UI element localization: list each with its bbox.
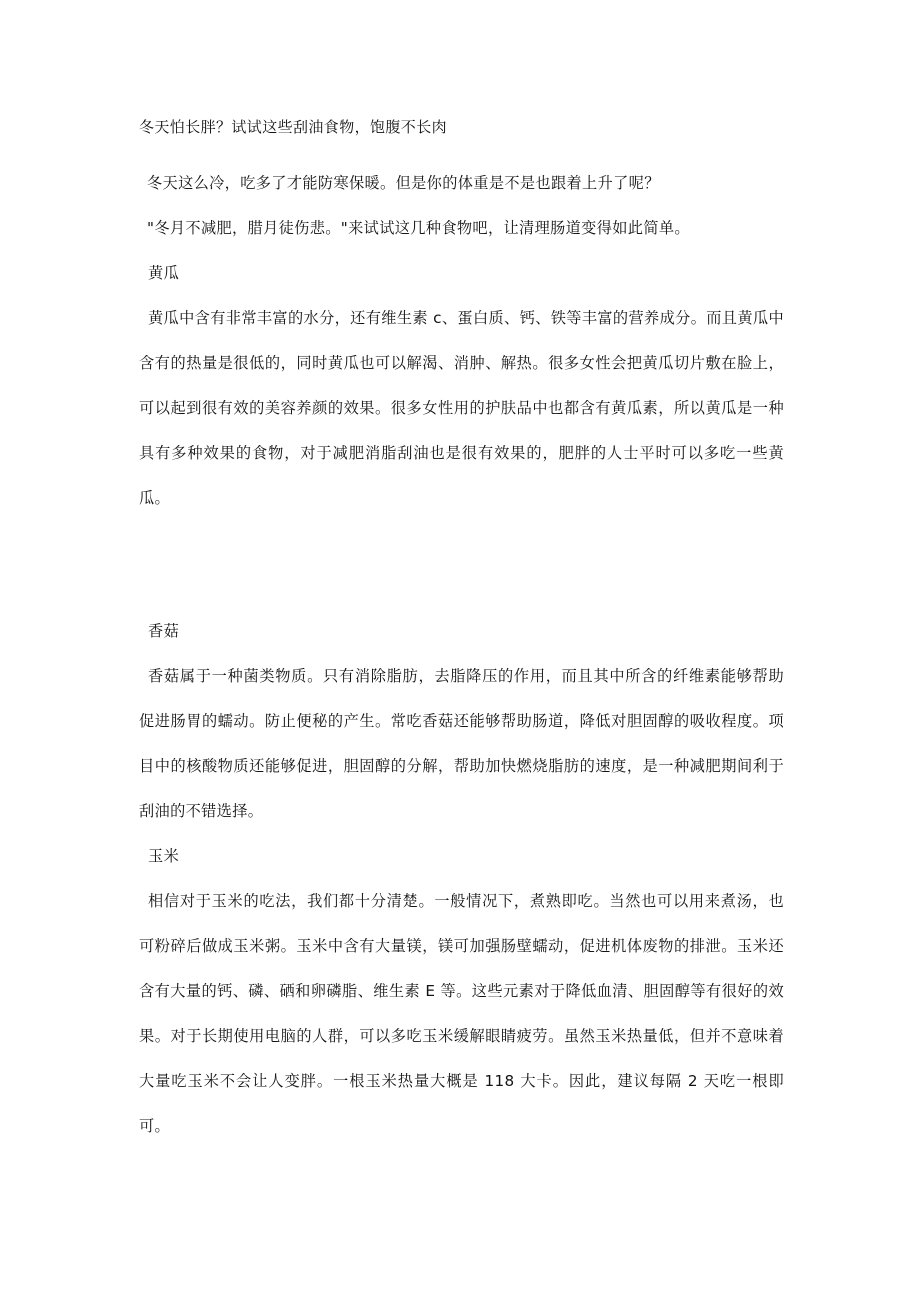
section-body-shiitake: 香菇属于一种菌类物质。只有消除脂肪，去脂降压的作用，而且其中所含的纤维素能够帮助促进肠胃的蠕动。防止便秘的产生。常吃香菇还能够帮助肠道，降低对胆固醇的吸收程度。项目中的核酸物质还能够促进，胆固醇的分解，帮助加快燃烧脂肪的速度，是一种减肥期间利于刮油的不错选择。 (139, 667, 784, 820)
section-spacer (139, 521, 784, 609)
intro-paragraph-1: 冬天这么冷，吃多了才能防寒保暖。但是你的体重是不是也跟着上升了呢？ (147, 174, 660, 192)
section-heading-corn: 玉米 (148, 847, 180, 865)
section-heading-cucumber: 黄瓜 (148, 264, 180, 282)
section-heading-shiitake: 香菇 (148, 622, 180, 640)
intro-paragraph-2: "冬月不减肥，腊月徒伤悲。"来试试这几种食物吧，让清理肠道变得如此简单。 (147, 219, 690, 237)
section-body-corn: 相信对于玉米的吃法，我们都十分清楚。一般情况下，煮熟即吃。当然也可以用来煮汤，也可粉碎后做成玉米粥。玉米中含有大量镁，镁可加强肠壁蠕动，促进机体废物的排泄。玉米还含有大量的钙、磷、硒和卵磷脂、维生素 E 等。这些元素对于降低血清、胆固醇等有很好的效果。对于长期使用电脑的人群，可以多吃玉米缓解眼睛疲劳。虽然玉米热量低，但并不意味着大量吃玉米不会让人变胖。一根玉米热量大概是 118 大卡。因此，建议每隔 2 天吃一根即可。 (139, 892, 784, 1135)
page-title: 冬天怕长胖？试试这些刮油食物，饱腹不长肉 (139, 118, 448, 136)
document-content (139, 116, 784, 1149)
section-body-cucumber: 黄瓜中含有非常丰富的水分，还有维生素 c、蛋白质、钙、铁等丰富的营养成分。而且黄瓜中含有的热量是很低的，同时黄瓜也可以解渴、消肿、解热。很多女性会把黄瓜切片敷在脸上，可以起到很有效的美容养颜的效果。很多女性用的护肤品中也都含有黄瓜素，所以黄瓜是一种具有多种效果的食物，对于减肥消脂刮油也是很有效果的，肥胖的人士平时可以多吃一些黄瓜。 (139, 309, 784, 507)
